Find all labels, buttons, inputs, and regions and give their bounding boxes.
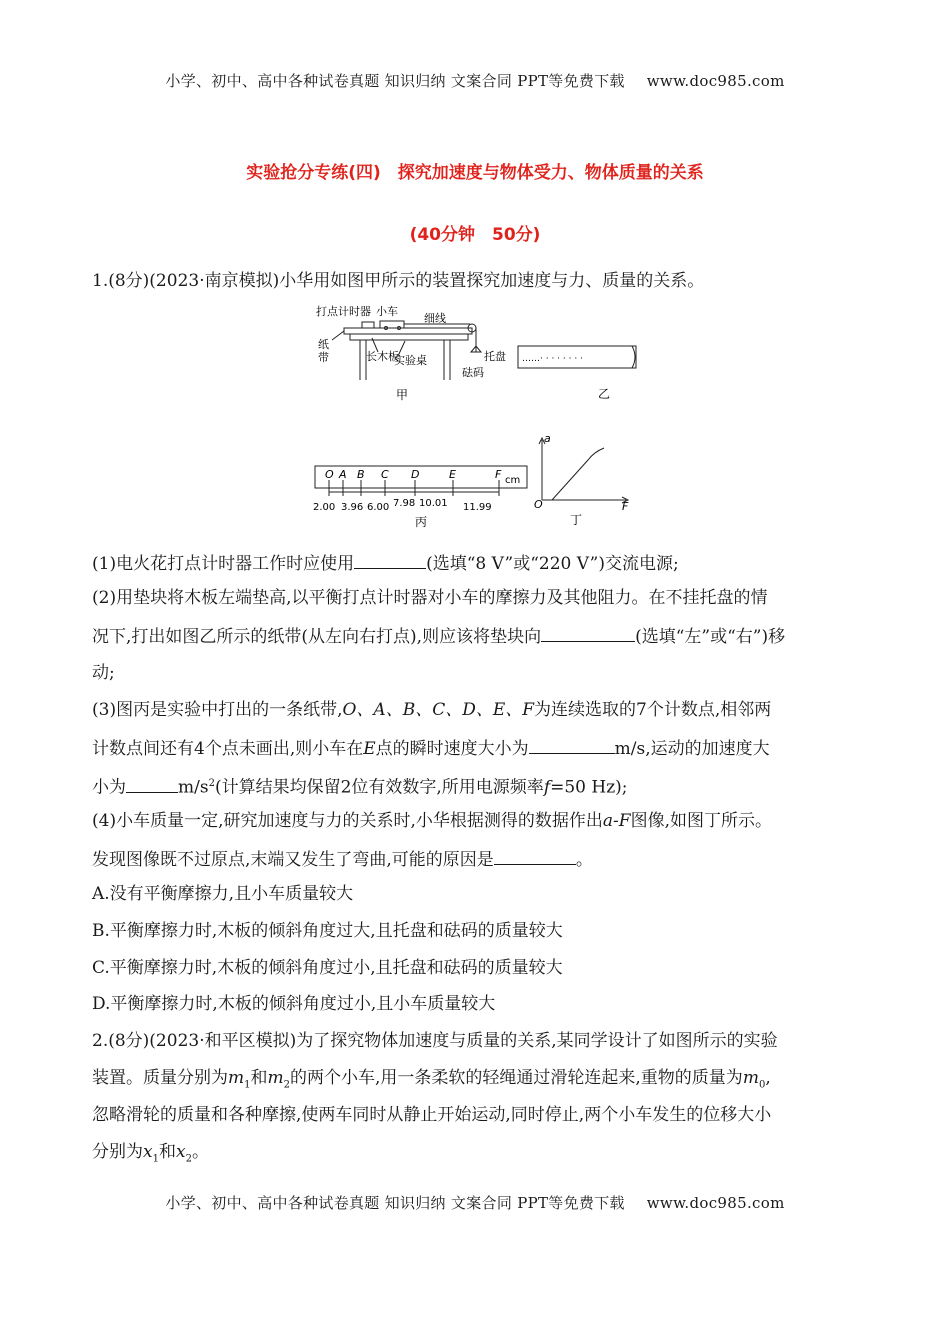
q1-sub4-line2: 发现图像既不过原点,末端又发生了弯曲,可能的原因是 。 [92, 847, 862, 871]
fig-label: 小车 [376, 305, 398, 318]
answer-blank[interactable] [494, 847, 576, 865]
x-axis-label: F [622, 500, 629, 513]
q1-sub2-line2: 况下,打出如图乙所示的纸带(从左向右打点),则应该将垫块向 (选填“左”或“右”)移 [92, 624, 862, 648]
q2-line3: 忽略滑轮的质量和各种摩擦,使两车同时从静止开始运动,同时停止,两个小车发生的位移大小 [92, 1105, 772, 1125]
count-point-label: O [325, 468, 334, 481]
fig-label: 带 [318, 351, 329, 364]
answer-blank[interactable] [529, 736, 615, 754]
count-point-label: C [381, 468, 389, 481]
fig-label: 实验桌 [394, 354, 427, 367]
distance-label: 7.98 [393, 498, 416, 509]
fig-label: 长木板 [366, 350, 399, 363]
page-subtitle: (40分钟 50分) [409, 225, 541, 245]
count-point-label: D [411, 468, 420, 481]
q1-intro: 1.(8分)(2023·南京模拟)小华用如图甲所示的装置探究加速度与力、质量的关系。 [92, 271, 705, 291]
option-c: C.平衡摩擦力时,木板的倾斜角度过小,且托盘和砝码的质量较大 [92, 958, 563, 978]
answer-blank[interactable] [541, 624, 635, 642]
distance-label: 6.00 [367, 502, 390, 513]
option-a: A.没有平衡摩擦力,且小车质量较大 [92, 884, 354, 904]
q2-line1: 2.(8分)(2023·和平区模拟)为了探究物体加速度与质量的关系,某同学设计了如图所示的实验 [92, 1031, 778, 1051]
count-point-label: B [357, 468, 365, 481]
figure-yi [510, 340, 645, 405]
page-header [0, 70, 950, 91]
footer-url[interactable]: www.doc985.com [646, 1194, 785, 1212]
distance-label: 3.96 [341, 502, 364, 513]
fig-label: 托盘 [484, 350, 506, 363]
option-d: D.平衡摩擦力时,木板的倾斜角度过小,且小车质量较大 [92, 994, 496, 1014]
count-point-label: F [495, 468, 502, 481]
figure-bing [305, 460, 530, 532]
fig-label: 打点计时器 [316, 305, 371, 318]
q1-sub1: (1)电火花打点计时器工作时应使用 (选填“8 V”或“220 V”)交流电源; [92, 551, 862, 575]
header-url[interactable]: www.doc985.com [646, 72, 785, 90]
figure-jia [310, 300, 525, 405]
origin-label: O [534, 498, 543, 511]
distance-label: 10.01 [419, 498, 448, 509]
count-point-label: A [339, 468, 347, 481]
q1-sub3-line3: 小为 $m/s^2$(计算结果均保留2位有效数字,所用电源频率f=50 Hz); [92, 773, 862, 799]
fig-caption: 乙 [598, 387, 611, 401]
answer-blank[interactable] [354, 551, 426, 569]
q2-line4: 分别为$x_1$和$x_2$。 [92, 1142, 209, 1165]
q1-sub4-line1: (4)小车质量一定,研究加速度与力的关系时,小华根据测得的数据作出a-F图像,如图丁所示。 [92, 811, 772, 831]
distance-label: 11.99 [463, 502, 492, 513]
page-title: 实验抢分专练(四) 探究加速度与物体受力、物体质量的关系 [246, 163, 704, 183]
unit-label: cm [505, 475, 521, 486]
header-text: 小学、初中、高中各种试卷真题 知识归纳 文案合同 PPT等免费下载 [165, 72, 625, 90]
option-b: B.平衡摩擦力时,木板的倾斜角度过大,且托盘和砝码的质量较大 [92, 921, 563, 941]
footer-text: 小学、初中、高中各种试卷真题 知识归纳 文案合同 PPT等免费下载 [165, 1194, 625, 1212]
q1-sub2-line1: (2)用垫块将木板左端垫高,以平衡打点计时器对小车的摩擦力及其他阻力。在不挂托盘的情 [92, 588, 768, 608]
y-axis-label: a [544, 432, 551, 445]
fig-caption: 丁 [570, 513, 583, 527]
fig-label: 细线 [424, 312, 446, 325]
figure-ding [530, 430, 635, 530]
q1-sub3-line2: 计数点间还有4个点未画出,则小车在E点的瞬时速度大小为 m/s,运动的加速度大 [92, 736, 862, 760]
answer-blank[interactable] [126, 775, 178, 793]
q1-sub2-line3: 动; [92, 663, 115, 683]
page-footer [0, 1192, 950, 1213]
q2-line2: 装置。质量分别为$m_1$和$m_2$的两个小车,用一条柔软的轻绳通过滑轮连起来,重物的质量为$m_0$, [92, 1068, 771, 1091]
count-point-label: E [449, 468, 456, 481]
fig-caption: 丙 [415, 515, 428, 529]
fig-label: 纸 [318, 338, 329, 351]
q1-sub3-line1: (3)图丙是实验中打出的一条纸带,O、A、B、C、D、E、F为连续选取的7个计数点,相邻两 [92, 700, 772, 720]
tape-dots: ……· · · · · · · · [522, 354, 583, 364]
fig-caption: 甲 [396, 388, 409, 402]
distance-label: 2.00 [313, 502, 336, 513]
fig-label: 砝码 [462, 366, 484, 379]
